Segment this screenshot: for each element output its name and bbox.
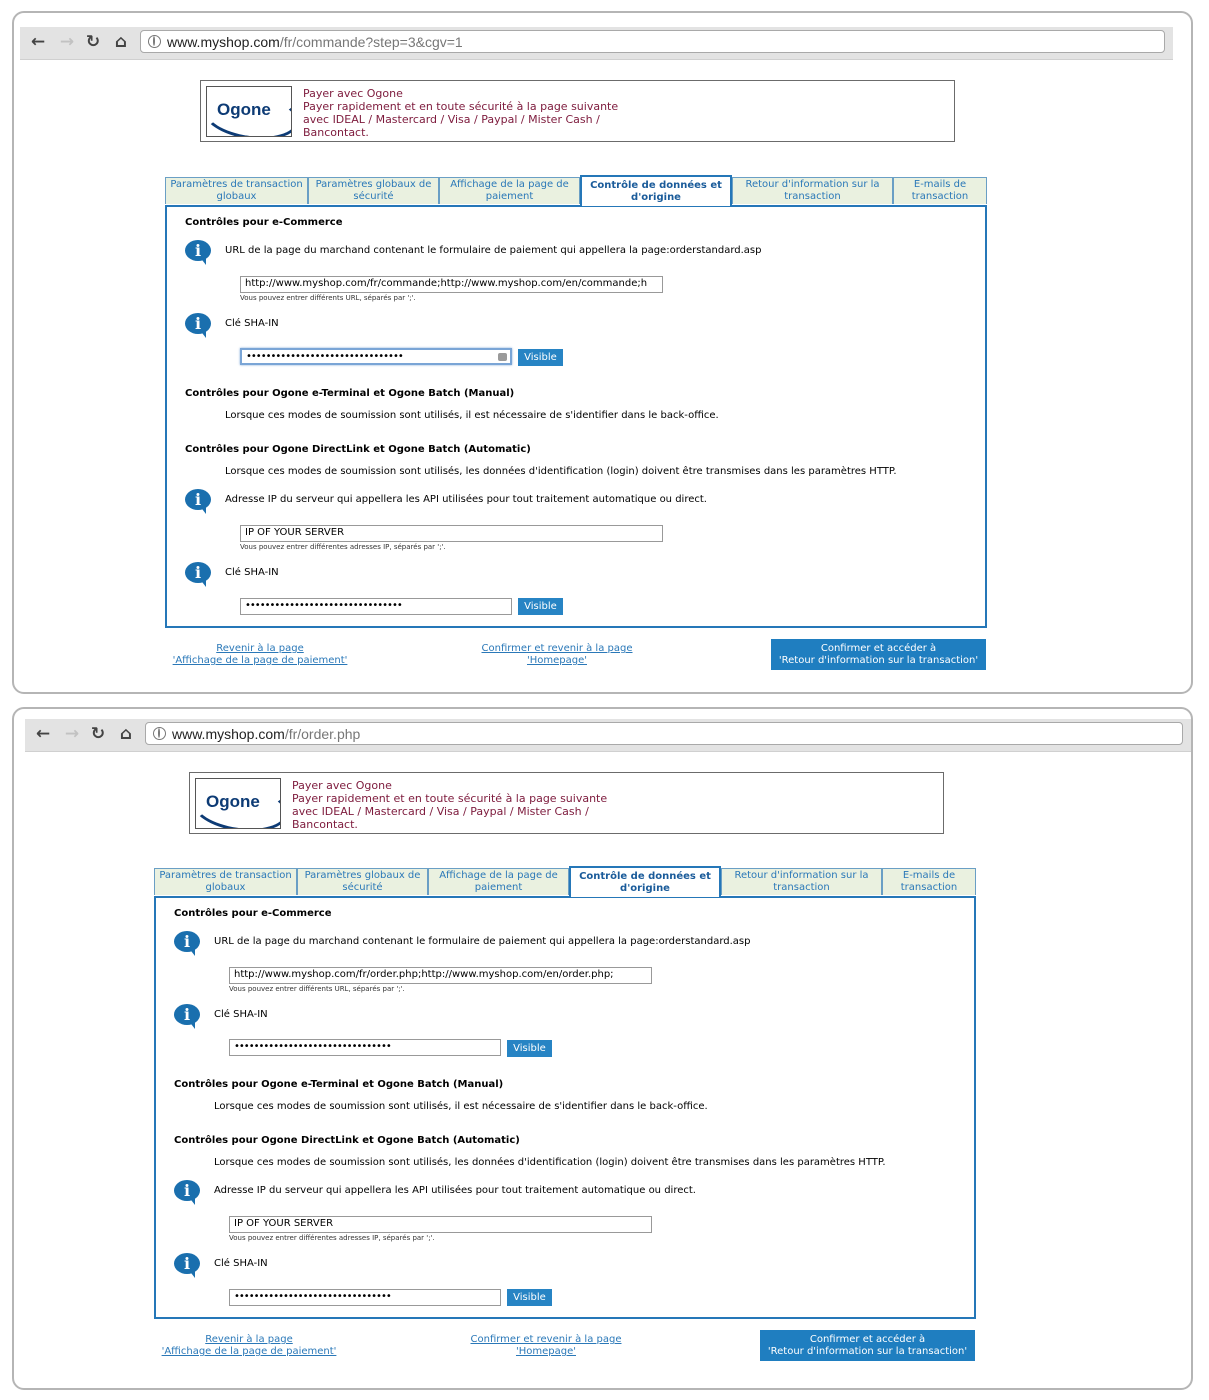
- globe-icon: [153, 727, 166, 740]
- tab-transaction-emails[interactable]: E-mails de transaction: [893, 177, 987, 204]
- visible-button[interactable]: Visible: [507, 1289, 552, 1306]
- merchant-url-input[interactable]: http://www.myshop.com/fr/order.php;http://www.myshop.com/en/order.php;: [229, 967, 652, 984]
- back-arrow-icon[interactable]: ←: [35, 723, 51, 744]
- address-bar[interactable]: [140, 30, 1165, 53]
- tab-payment-page-display[interactable]: Affichage de la page de paiement: [439, 177, 580, 204]
- ip-hint: Vous pouvez entrer différentes adresses IP, séparés par ';'.: [240, 543, 446, 551]
- info-icon: i: [185, 313, 211, 339]
- url-label: URL de la page du marchand contenant le formulaire de paiement qui appellera la page:orderstandard.asp: [214, 936, 751, 947]
- url-hint: Vous pouvez entrer différents URL, séparés par ';'.: [240, 294, 416, 302]
- visible-button[interactable]: Visible: [518, 598, 563, 615]
- home-icon[interactable]: ⌂: [114, 31, 128, 52]
- confirm-home-link[interactable]: Confirmer et revenir à la page 'Homepage': [481, 643, 633, 666]
- eterminal-text: Lorsque ces modes de soumission sont utilisés, il est nécessaire de s'identifier dans le back-office.: [225, 410, 719, 421]
- visible-button[interactable]: Visible: [518, 349, 563, 366]
- info-icon: i: [174, 1004, 200, 1030]
- eterminal-text: Lorsque ces modes de soumission sont utilisés, il est nécessaire de s'identifier dans le back-office.: [214, 1101, 708, 1112]
- visible-button[interactable]: Visible: [507, 1040, 552, 1057]
- section-title-ecommerce: Contrôles pour e-Commerce: [185, 217, 343, 228]
- info-icon: i: [185, 240, 211, 266]
- tab-security-globals[interactable]: Paramètres globaux de sécurité: [297, 868, 428, 895]
- directlink-text: Lorsque ces modes de soumission sont utilisés, les données d'identification (login) doivent être transmises dans les paramètres HTTP.: [225, 466, 897, 477]
- globe-icon: [148, 35, 161, 48]
- banner-line: Payer avec Ogone: [292, 779, 392, 792]
- confirm-next-button[interactable]: Confirmer et accéder à 'Retour d'information sur la transaction': [771, 639, 986, 670]
- back-arrow-icon[interactable]: ←: [30, 31, 46, 52]
- info-icon: i: [185, 562, 211, 588]
- banner-text: [303, 87, 618, 139]
- reload-icon[interactable]: ↻: [90, 723, 106, 744]
- section-title-eterminal: Contrôles pour Ogone e-Terminal et Ogone Batch (Manual): [185, 388, 515, 399]
- merchant-url-input[interactable]: http://www.myshop.com/fr/commande;http://www.myshop.com/en/commande;h: [240, 276, 663, 293]
- browser-toolbar: [25, 719, 1191, 752]
- ip-label: Adresse IP du serveur qui appellera les API utilisées pour tout traitement automatique ou direct.: [225, 494, 707, 505]
- tab-security-globals[interactable]: Paramètres globaux de sécurité: [308, 177, 439, 204]
- tab-data-origin-control[interactable]: Contrôle de données et d'origine: [580, 175, 732, 206]
- url-label: URL de la page du marchand contenant le formulaire de paiement qui appellera la page:orderstandard.asp: [225, 245, 762, 256]
- forward-arrow-icon[interactable]: →: [64, 723, 80, 744]
- section-title-ecommerce: Contrôles pour e-Commerce: [174, 908, 332, 919]
- payment-banner: [200, 80, 955, 142]
- reload-icon[interactable]: ↻: [85, 31, 101, 52]
- section-title-directlink: Contrôles pour Ogone DirectLink et Ogone Batch (Automatic): [174, 1135, 520, 1146]
- browser-window: [12, 11, 1193, 694]
- banner-line: Bancontact.: [292, 818, 358, 831]
- tab-data-origin-control[interactable]: Contrôle de données et d'origine: [569, 866, 721, 897]
- sha-in-password-input[interactable]: ••••••••••••••••••••••••••••••••: [229, 1039, 501, 1056]
- payment-banner: [189, 772, 944, 834]
- sha-in-password-input-2[interactable]: ••••••••••••••••••••••••••••••••: [229, 1289, 501, 1306]
- address-bar[interactable]: [145, 722, 1183, 745]
- ogone-logo: Ogone: [206, 86, 292, 137]
- settings-tabs: [165, 177, 987, 206]
- tab-transaction-feedback[interactable]: Retour d'information sur la transaction: [732, 177, 893, 204]
- url-host: www.myshop.com: [167, 34, 280, 50]
- browser-toolbar: [20, 27, 1173, 60]
- directlink-text: Lorsque ces modes de soumission sont utilisés, les données d'identification (login) doivent être transmises dans les paramètres HTTP.: [214, 1157, 886, 1168]
- browser-window: [12, 707, 1193, 1390]
- ip-label: Adresse IP du serveur qui appellera les API utilisées pour tout traitement automatique ou direct.: [214, 1185, 696, 1196]
- sha-in-label: Clé SHA-IN: [225, 318, 279, 329]
- url-hint: Vous pouvez entrer différents URL, séparés par ';'.: [229, 985, 405, 993]
- info-icon: i: [174, 931, 200, 957]
- banner-line: avec IDEAL / Mastercard / Visa / Paypal / Mister Cash /: [303, 113, 600, 126]
- forward-arrow-icon[interactable]: →: [59, 31, 75, 52]
- sha-in-label: Clé SHA-IN: [214, 1009, 268, 1020]
- tab-transaction-globals[interactable]: Paramètres de transaction globaux: [165, 177, 308, 204]
- sha-in-label: Clé SHA-IN: [214, 1258, 268, 1269]
- settings-panel: [165, 205, 987, 628]
- settings-panel: [154, 896, 976, 1319]
- banner-line: avec IDEAL / Mastercard / Visa / Paypal / Mister Cash /: [292, 805, 589, 818]
- server-ip-input[interactable]: IP OF YOUR SERVER: [240, 525, 663, 542]
- url-text: [172, 726, 360, 742]
- back-link[interactable]: Revenir à la page 'Affichage de la page de paiement': [172, 643, 348, 666]
- tab-transaction-globals[interactable]: Paramètres de transaction globaux: [154, 868, 297, 895]
- tab-transaction-emails[interactable]: E-mails de transaction: [882, 868, 976, 895]
- section-title-eterminal: Contrôles pour Ogone e-Terminal et Ogone Batch (Manual): [174, 1079, 504, 1090]
- back-link[interactable]: Revenir à la page 'Affichage de la page de paiement': [161, 1334, 337, 1357]
- url-path: /fr/order.php: [284, 726, 361, 742]
- section-title-directlink: Contrôles pour Ogone DirectLink et Ogone Batch (Automatic): [185, 444, 531, 455]
- confirm-next-button[interactable]: Confirmer et accéder à 'Retour d'information sur la transaction': [760, 1330, 975, 1361]
- info-icon: i: [174, 1180, 200, 1206]
- ogone-logo: Ogone: [195, 778, 281, 829]
- confirm-home-link[interactable]: Confirmer et revenir à la page 'Homepage': [470, 1334, 622, 1357]
- banner-line: Payer avec Ogone: [303, 87, 403, 100]
- settings-tabs: [154, 868, 976, 897]
- sha-in-password-input-2[interactable]: ••••••••••••••••••••••••••••••••: [240, 598, 512, 615]
- banner-text: [292, 779, 607, 831]
- banner-line: Payer rapidement et en toute sécurité à la page suivante: [303, 100, 619, 113]
- url-path: /fr/commande?step=3&cgv=1: [279, 34, 463, 50]
- tab-payment-page-display[interactable]: Affichage de la page de paiement: [428, 868, 569, 895]
- info-icon: i: [174, 1253, 200, 1279]
- server-ip-input[interactable]: IP OF YOUR SERVER: [229, 1216, 652, 1233]
- keychain-icon[interactable]: [498, 353, 507, 361]
- info-icon: i: [185, 489, 211, 515]
- home-icon[interactable]: ⌂: [119, 723, 133, 744]
- url-host: www.myshop.com: [172, 726, 285, 742]
- sha-in-label: Clé SHA-IN: [225, 567, 279, 578]
- ip-hint: Vous pouvez entrer différentes adresses IP, séparés par ';'.: [229, 1234, 435, 1242]
- banner-line: Payer rapidement et en toute sécurité à la page suivante: [292, 792, 608, 805]
- tab-transaction-feedback[interactable]: Retour d'information sur la transaction: [721, 868, 882, 895]
- url-text: [167, 34, 463, 50]
- sha-in-password-input[interactable]: ••••••••••••••••••••••••••••••••: [240, 348, 512, 365]
- banner-line: Bancontact.: [303, 126, 369, 139]
